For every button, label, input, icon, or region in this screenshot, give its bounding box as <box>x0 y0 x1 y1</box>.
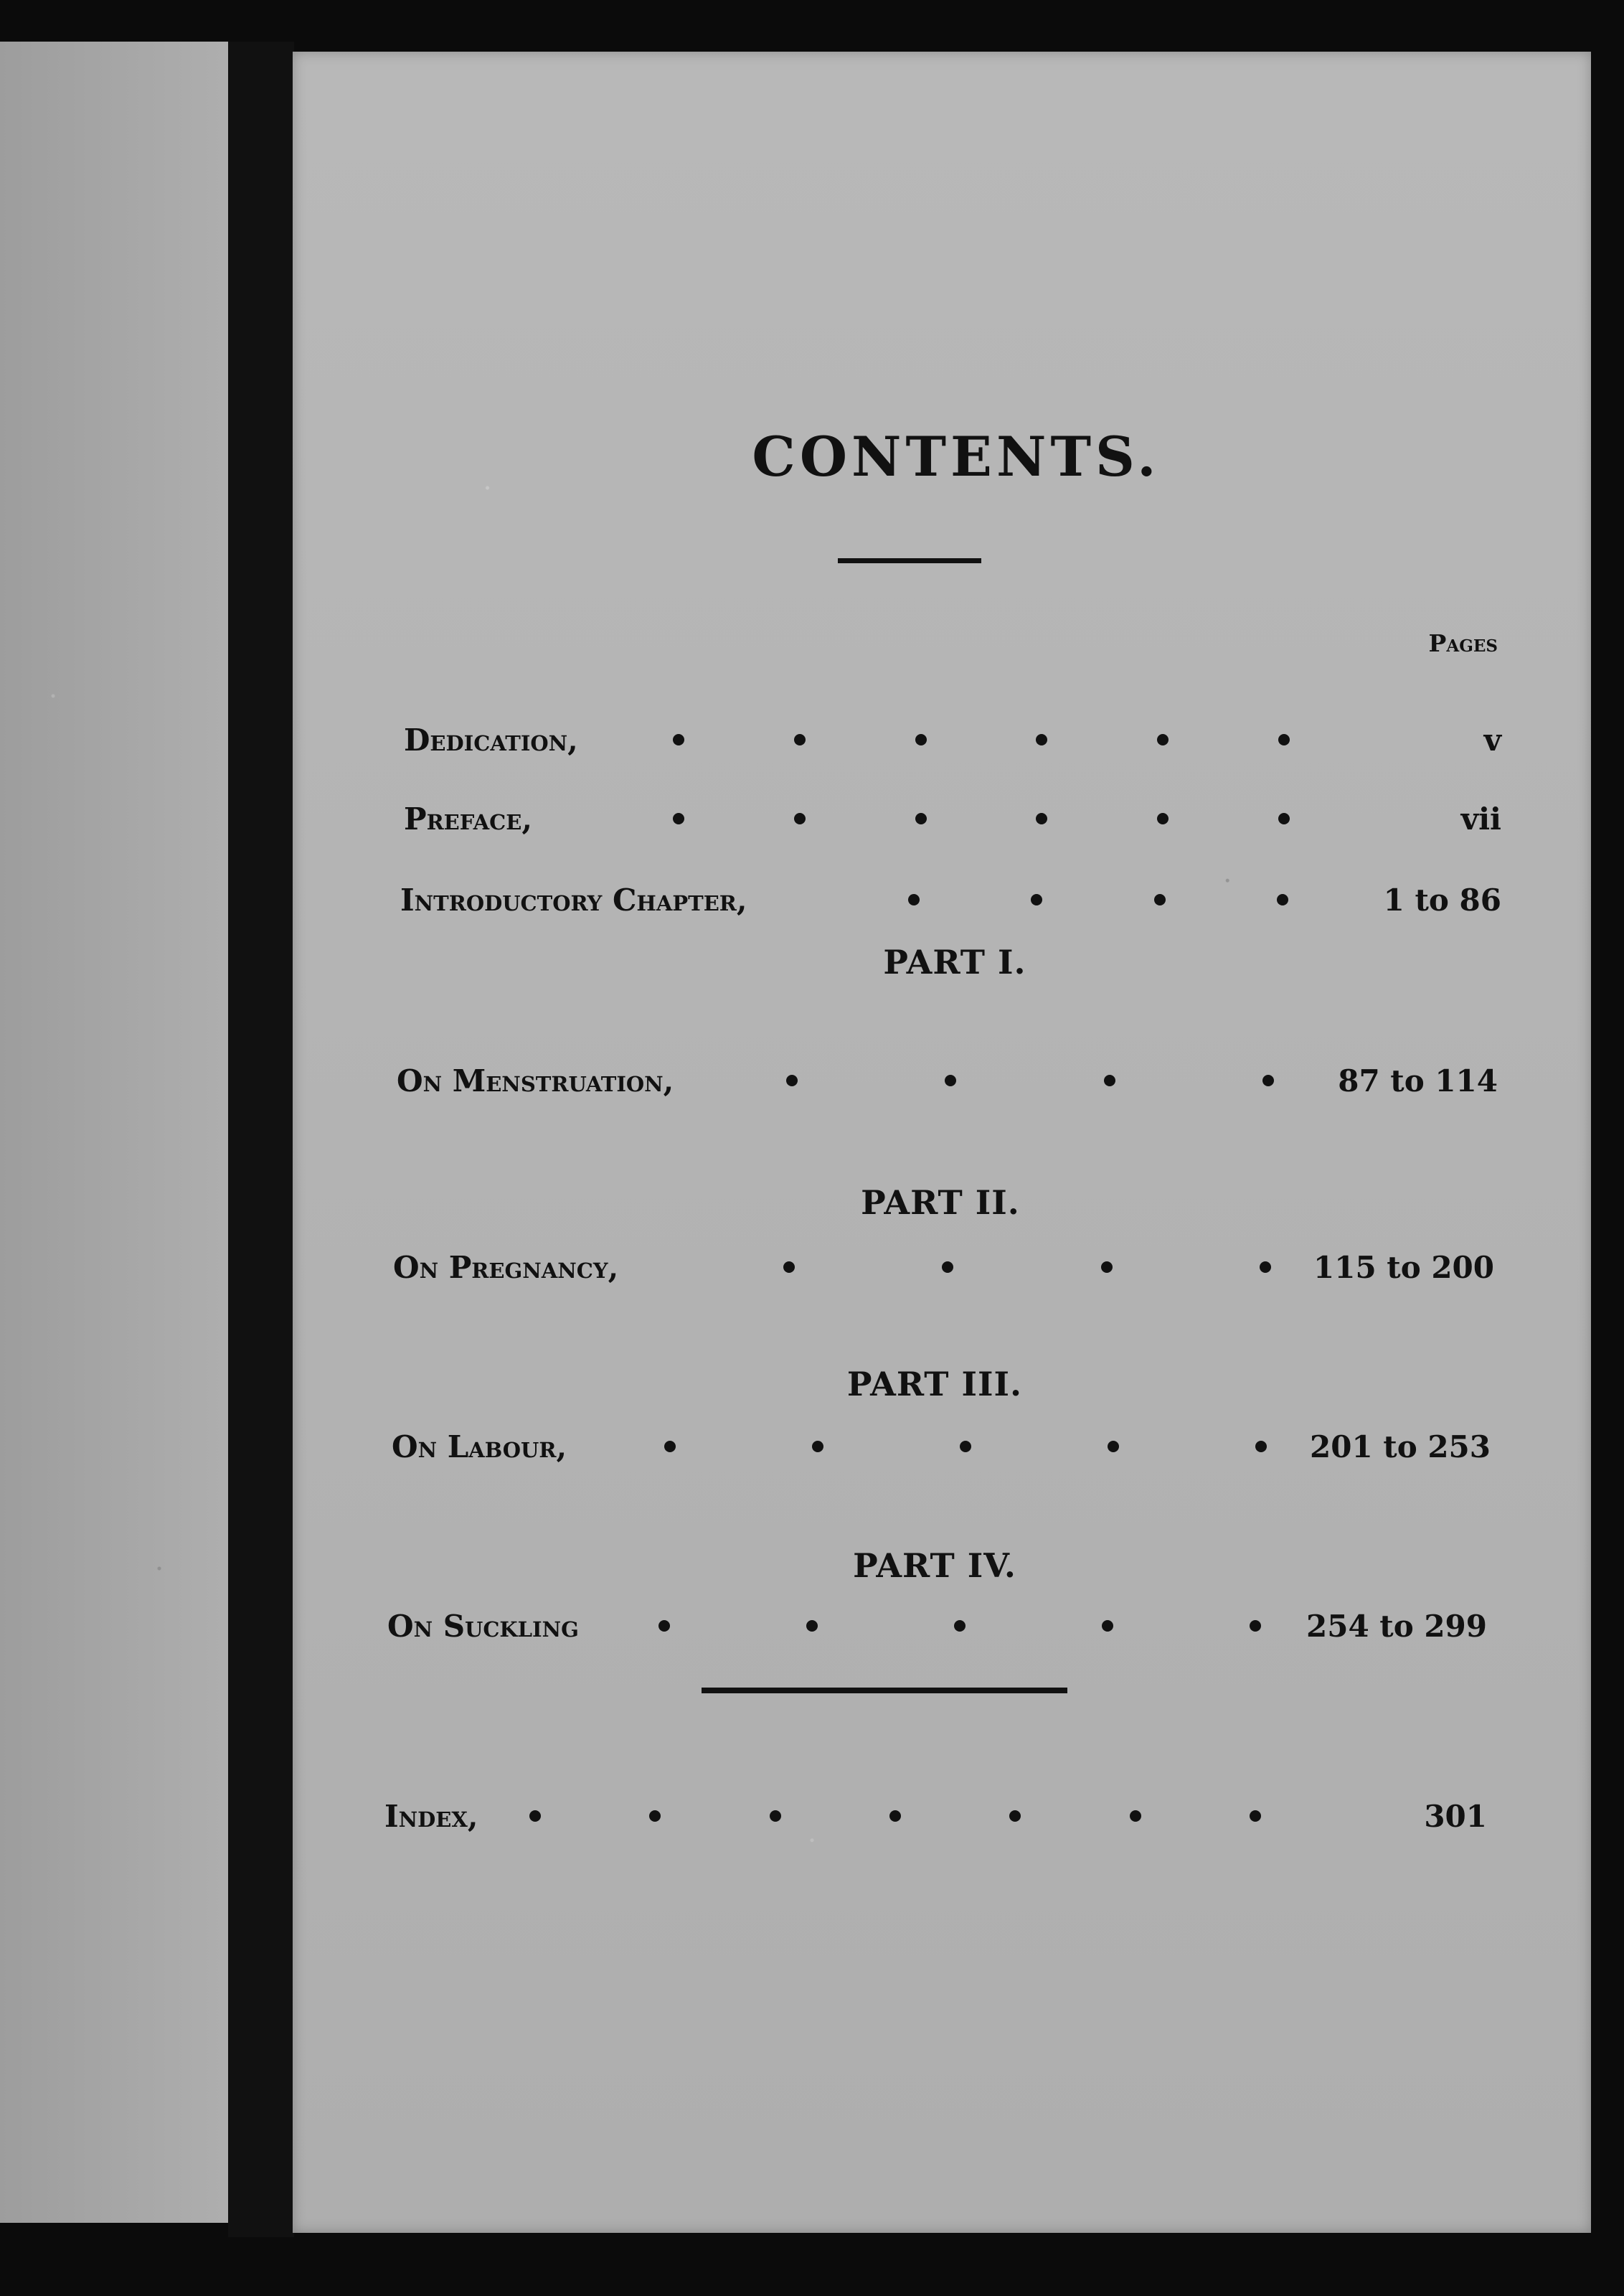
leader-dots <box>673 813 1290 829</box>
leader-dot <box>1154 894 1166 905</box>
leader-dot <box>1104 1075 1115 1086</box>
toc-entry-page: 87 to 114 <box>1338 1063 1498 1098</box>
leader-dot <box>812 1441 823 1452</box>
part-heading-1: PART I. <box>883 943 1026 982</box>
toc-entry-page: 301 <box>1424 1799 1487 1834</box>
toc-entry-page: 201 to 253 <box>1310 1429 1491 1464</box>
leader-dot <box>908 894 920 905</box>
leader-dot <box>1277 894 1288 905</box>
leader-dot <box>1031 894 1042 905</box>
contents-page <box>293 52 1591 2233</box>
toc-entry-suckling <box>293 1609 1591 1652</box>
toc-entry-labour <box>293 1429 1591 1472</box>
leader-dots <box>673 734 1290 750</box>
leader-dot <box>960 1441 971 1452</box>
toc-entry-page: v <box>1483 723 1501 758</box>
leader-dot <box>1036 813 1047 824</box>
part-heading-3: PART III. <box>846 1365 1023 1403</box>
leader-dot <box>649 1810 661 1822</box>
leader-dot <box>1250 1810 1261 1822</box>
toc-entry-introductory <box>293 883 1591 926</box>
leader-dot <box>1262 1075 1274 1086</box>
toc-entry-label: On Labour, <box>392 1429 567 1464</box>
toc-entry-page: vii <box>1460 801 1501 837</box>
facing-page <box>0 42 265 2223</box>
section-rule <box>702 1688 1067 1693</box>
toc-entry-page: 115 to 200 <box>1313 1250 1494 1285</box>
toc-entry-label: Index, <box>384 1799 478 1834</box>
toc-entry-label: On Suckling <box>387 1609 579 1644</box>
leader-dots <box>664 1441 1267 1457</box>
leader-dot <box>673 813 684 824</box>
leader-dot <box>1255 1441 1267 1452</box>
leader-dot <box>1036 734 1047 745</box>
leader-dot <box>786 1075 798 1086</box>
leader-dot <box>1157 734 1169 745</box>
leader-dot <box>915 813 927 824</box>
leader-dots <box>529 1810 1261 1826</box>
leader-dot <box>942 1261 953 1273</box>
toc-entry-label: On Pregnancy, <box>393 1250 619 1285</box>
title-rule <box>838 558 981 563</box>
toc-entry-pregnancy <box>293 1250 1591 1293</box>
leader-dot <box>806 1620 818 1632</box>
toc-entry-page: 1 to 86 <box>1383 883 1501 918</box>
leader-dot <box>1278 734 1290 745</box>
leader-dots <box>783 1261 1271 1277</box>
leader-dot <box>529 1810 541 1822</box>
leader-dot <box>1102 1620 1113 1632</box>
leader-dot <box>945 1075 956 1086</box>
toc-entry-preface <box>293 801 1591 844</box>
leader-dot <box>1157 813 1169 824</box>
toc-entry-label: Dedication, <box>404 723 578 758</box>
leader-dot <box>1108 1441 1119 1452</box>
toc-entry-dedication <box>293 723 1591 766</box>
leader-dot <box>673 734 684 745</box>
leader-dot <box>770 1810 781 1822</box>
leader-dot <box>1260 1261 1271 1273</box>
leader-dot <box>1009 1810 1021 1822</box>
toc-entry-page: 254 to 299 <box>1306 1609 1487 1644</box>
toc-entry-label: On Menstruation, <box>397 1063 674 1098</box>
toc-entry-label: Introductory Chapter, <box>400 883 747 918</box>
leader-dot <box>1250 1620 1261 1632</box>
leader-dots <box>786 1075 1274 1091</box>
leader-dot <box>794 734 806 745</box>
leader-dots <box>908 894 1288 910</box>
leader-dots <box>658 1620 1261 1636</box>
page-title: CONTENTS. <box>752 425 1161 489</box>
toc-entry-label: Preface, <box>404 801 532 837</box>
part-heading-4: PART IV. <box>853 1546 1016 1585</box>
leader-dot <box>954 1620 966 1632</box>
part-heading-2: PART II. <box>861 1183 1020 1222</box>
leader-dot <box>889 1810 901 1822</box>
book-spine <box>228 42 294 2237</box>
leader-dot <box>794 813 806 824</box>
leader-dot <box>1130 1810 1141 1822</box>
toc-entry-menstruation <box>293 1063 1591 1106</box>
leader-dot <box>664 1441 676 1452</box>
leader-dot <box>658 1620 670 1632</box>
leader-dot <box>1278 813 1290 824</box>
pages-column-header: Pages <box>1428 629 1498 657</box>
leader-dot <box>915 734 927 745</box>
leader-dot <box>783 1261 795 1273</box>
leader-dot <box>1101 1261 1113 1273</box>
toc-entry-index <box>293 1799 1591 1842</box>
